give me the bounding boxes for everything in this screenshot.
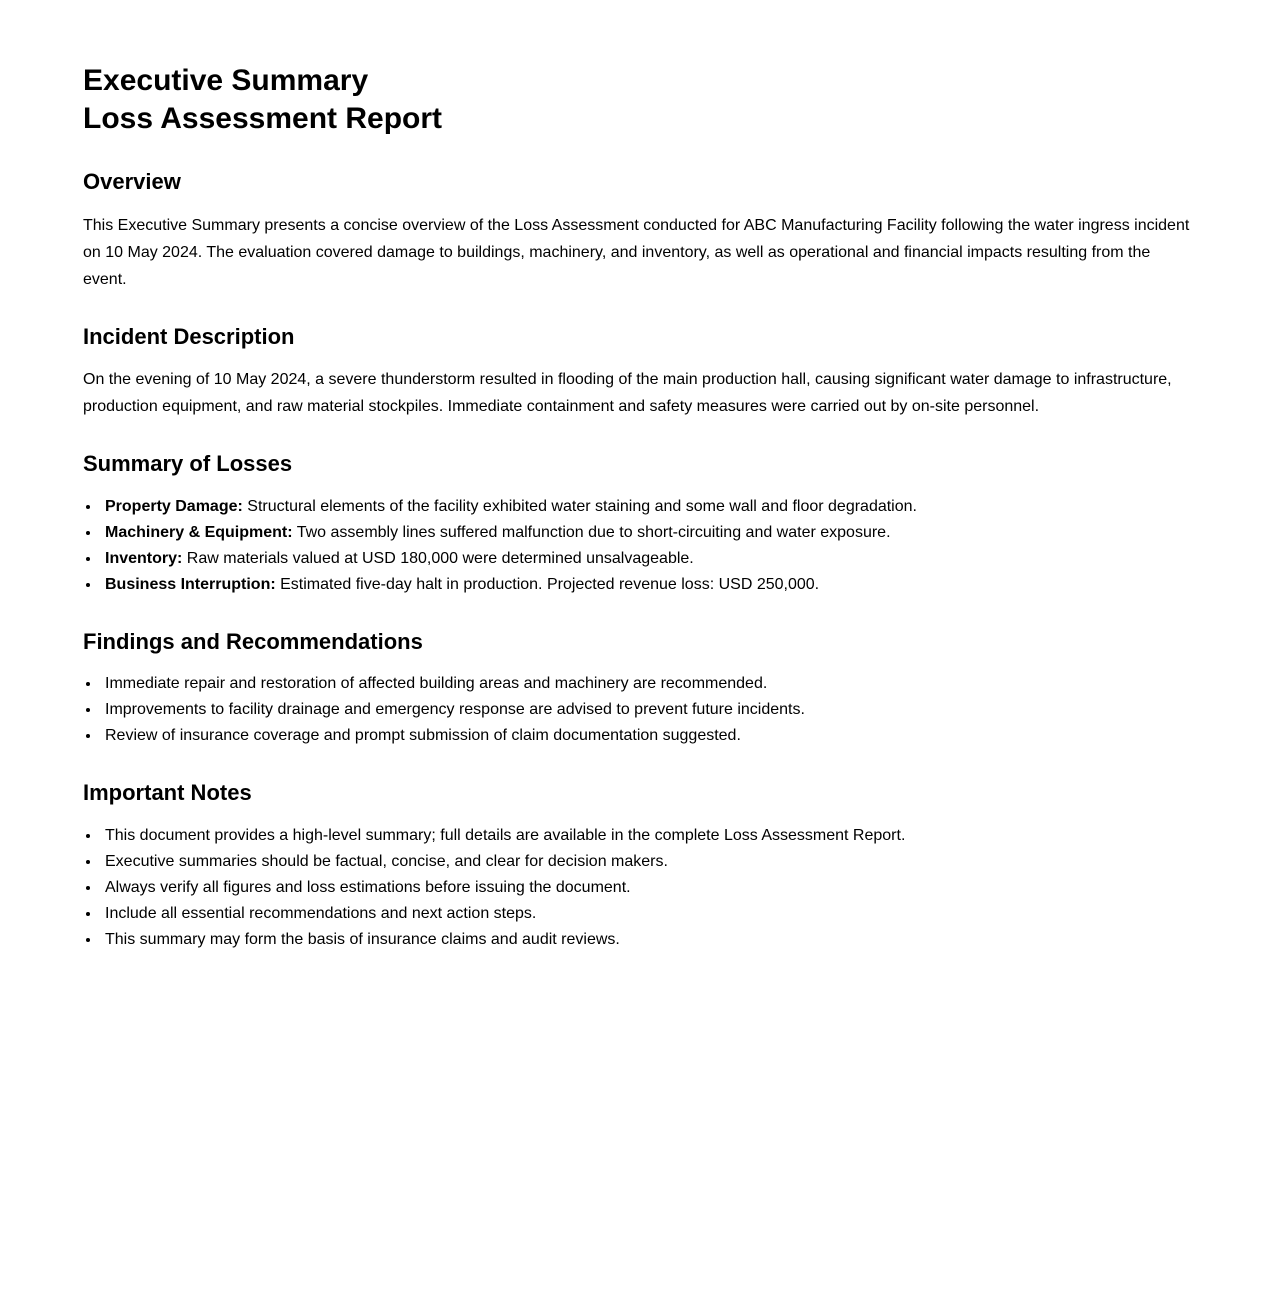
document-title	[83, 62, 1190, 138]
list-item: • Include all essential recommendations and next action steps.	[101, 901, 1190, 927]
list-item: • Review of insurance coverage and prompt submission of claim documentation suggested.	[101, 723, 1190, 749]
section-heading-incident-description: Incident Description	[83, 323, 295, 349]
list-item-lead: Machinery & Equipment:	[105, 523, 293, 541]
list-item-text: Raw materials valued at USD 180,000 were determined unsalvageable.	[182, 549, 694, 567]
section-heading-overview: Overview	[83, 169, 181, 195]
document-title-line-1: Executive Summary	[83, 64, 369, 97]
section-heading-summary-of-losses: Summary of Losses	[83, 451, 293, 477]
summary-of-losses-list	[83, 494, 1190, 598]
list-item: • This document provides a high-level summary; full details are available in the complete Loss Assessment Report.	[101, 823, 1190, 849]
list-item: • Improvements to facility drainage and emergency response are advised to prevent future incidents.	[101, 697, 1190, 723]
list-item-machinery-equipment	[101, 520, 1190, 546]
list-item-property-damage	[101, 494, 1190, 520]
section-heading-findings-and-recommendations: Findings and Recommendations	[83, 628, 423, 654]
list-item-text: Structural elements of the facility exhibited water staining and some wall and floor degradation.	[242, 497, 917, 515]
list-item-business-interruption	[101, 572, 1190, 598]
list-item: • This summary may form the basis of insurance claims and audit reviews.	[101, 927, 1190, 953]
list-item-lead: Property Damage:	[105, 497, 243, 515]
list-item-inventory	[101, 546, 1190, 572]
section-heading-important-notes: Important Notes	[83, 780, 252, 806]
list-item: • Always verify all figures and loss estimations before issuing the document.	[101, 875, 1190, 901]
overview-paragraph: This Executive Summary presents a concise overview of the Loss Assessment conducted for ABC Manufacturing Facility following the water ingress incident on 10 May 2024. The evaluation covered damage to buildings, machinery, and inventory, as well as operational and financial impacts resulting from the event.	[83, 216, 1190, 288]
findings-and-recommendations-list	[83, 671, 1190, 749]
list-item-lead: Business Interruption:	[105, 575, 276, 593]
incident-description-paragraph: On the evening of 10 May 2024, a severe thunderstorm resulted in flooding of the main production hall, causing significant water damage to infrastructure, production equipment, and raw material stockpiles. Immediate containment and safety measures were carried out by on-site personnel.	[83, 371, 1172, 416]
list-item-text: Two assembly lines suffered malfunction due to short-circuiting and water exposure.	[292, 523, 891, 541]
list-item-lead: Inventory:	[105, 549, 183, 567]
list-item: • Executive summaries should be factual, concise, and clear for decision makers.	[101, 849, 1190, 875]
important-notes-list	[83, 823, 1190, 953]
list-item: • Immediate repair and restoration of affected building areas and machinery are recommended.	[101, 671, 1190, 697]
document-title-line-2: Loss Assessment Report	[83, 102, 443, 136]
list-item-text: Estimated five-day halt in production. Projected revenue loss: USD 250,000.	[275, 575, 820, 593]
